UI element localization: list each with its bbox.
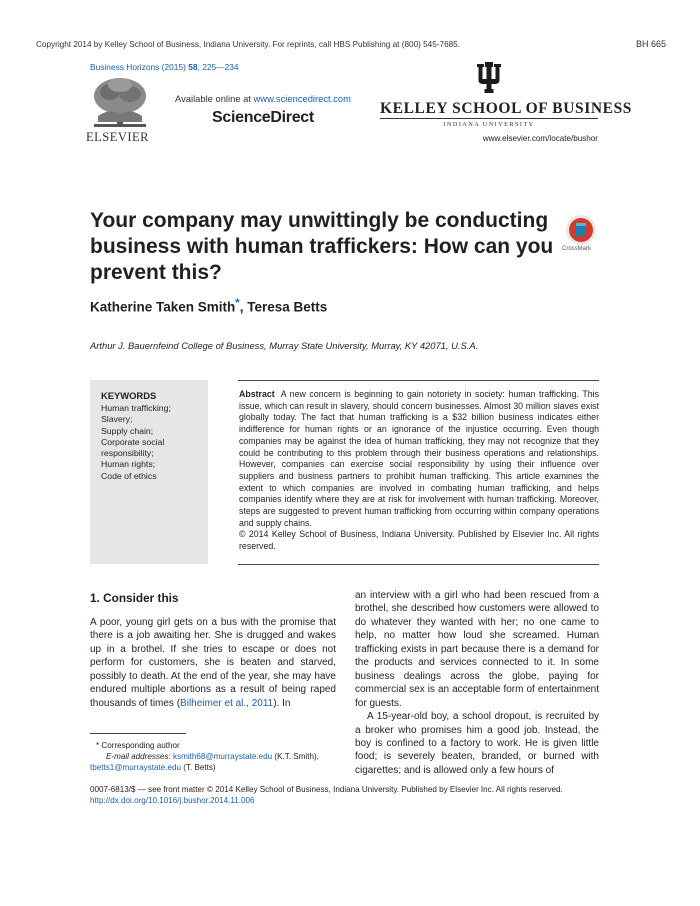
email-smith-owner: (K.T. Smith), <box>272 752 319 761</box>
abstract-top-rule <box>238 380 599 381</box>
keyword-item: Corporate social <box>101 436 165 447</box>
elsevier-wordmark: ELSEVIER <box>86 130 150 144</box>
email-betts-owner: (T. Betts) <box>181 763 216 772</box>
journal-citation[interactable] <box>90 62 239 72</box>
body-column-left <box>90 616 336 710</box>
author-list <box>90 297 327 315</box>
author-affiliation: Arthur J. Bauernfeind College of Business, Murray State University, Murray, KY 42071, U.S.A. <box>90 340 479 351</box>
crossmark-icon[interactable] <box>565 214 597 248</box>
abstract-text: A new concern is beginning to gain notoriety in society: human trafficking. This issue, which can result in slavery, should concern businesses. Almost 30 million slaves exist globally today. The fact that human trafficking is a $32 billion business indicates either indifference for human rights or an ignorance of the injustice occurring. Even though companies may be against the idea of human trafficking, they may not recognize that they could be contributing to this problem through their business operations and relationships. However, companies can exercise social responsibility by using their influence over suppliers and business partners to prohibit human trafficking. This article examines the extent to which companies are involved in combating human trafficking, and helps companies identify where they are at risk for involvement with human trafficking. Moreover, steps are suggested to prevent human trafficking from occurring within company operations and supply chains. <box>239 389 599 528</box>
citation-pages: , 225—234 <box>197 62 239 72</box>
body-column-right <box>355 589 599 777</box>
body-paragraph: A 15-year-old boy, a school dropout, is recruited by a broker who promises him a good job. Instead, the boy is confined to a factory to work. He is given little food; is severely beaten, branded, or burned with cigarettes; and is allowed only a few hours of <box>355 711 599 776</box>
author-betts: Teresa Betts <box>247 299 328 315</box>
journal-url[interactable]: www.elsevier.com/locate/bushor <box>482 134 598 143</box>
abstract-bottom-rule <box>238 564 599 565</box>
section-heading: 1. Consider this <box>90 591 179 605</box>
email-label: E-mail addresses: <box>106 752 174 761</box>
available-online <box>175 93 351 104</box>
sciencedirect-logo: ScienceDirect <box>212 109 314 126</box>
citation-volume: 58 <box>188 62 198 72</box>
keyword-item: Supply chain; <box>101 425 154 436</box>
copyright-text: Copyright 2014 by Kelley School of Business, Indiana University. For reprints, call HBS Publishing at (800) 545-7685. <box>36 40 460 49</box>
keyword-item: Human rights; <box>101 459 156 470</box>
footer-issn: 0007-6813/$ — see front matter © 2014 Kelley School of Business, Indiana University. Published by Elsevier Inc. All rights reserved. <box>90 785 563 794</box>
abstract-label: Abstract <box>239 389 275 399</box>
keyword-item: Slavery; <box>101 414 133 425</box>
crossmark-label: CrossMark <box>562 246 592 252</box>
kelley-rule <box>380 118 598 119</box>
elsevier-tree-logo <box>90 76 150 130</box>
copyright-line <box>36 40 666 49</box>
footnote <box>90 740 340 773</box>
keywords-box <box>90 380 208 564</box>
abstract <box>239 389 599 553</box>
footnote-emails-line2 <box>90 762 340 773</box>
article-title: Your company may unwittingly be conducting business with human traffickers: How can you prevent this? <box>90 209 554 284</box>
citation-link[interactable]: Bilheimer et al., 2011 <box>180 697 274 709</box>
corresponding-author-star[interactable]: * <box>235 297 240 309</box>
kelley-school-name: KELLEY SCHOOL OF BUSINESS <box>380 100 633 117</box>
body-paragraph: an interview with a girl who had been rescued from a brothel, she described how customers were allowed to do whatever they wanted with her; no one came to help, no matter how loud she screamed. Human trafficking exists in part because there is a demand for the products and services connected to it. In some business dealings across the globe, paying for commercial sex is an acceptable form of entertainment for guests. <box>355 590 599 709</box>
keyword-item: Human trafficking; <box>101 403 171 413</box>
author-smith: Katherine Taken Smith <box>90 299 236 315</box>
document-code: BH 665 <box>635 39 666 49</box>
body-paragraph: A poor, young girl gets on a bus with the promise that there is a job awaiting her. She is drugged and wakes up in a brothel. If she tries to escape or does not perform for customers, she is beaten and starved, possibly to death. At the end of the year, she may have endured multiple abortions as a result of being raped thousands of times ( <box>90 617 336 709</box>
doi-link[interactable]: http://dx.doi.org/10.1016/j.bushor.2014.11.006 <box>90 796 255 806</box>
indiana-university-trident-icon <box>474 62 504 94</box>
indiana-university-name: INDIANA UNIVERSITY <box>443 121 535 128</box>
author-separator: , <box>239 299 248 315</box>
abstract-copyright: © 2014 Kelley School of Business, Indiana University. Published by Elsevier Inc. All rights reserved. <box>239 529 599 552</box>
available-prefix: Available online at <box>175 93 254 104</box>
keyword-item: responsibility; <box>101 448 154 459</box>
footnote-corresponding: * Corresponding author <box>96 741 180 750</box>
footnote-emails-line <box>90 751 340 762</box>
page-footer <box>90 784 563 807</box>
sciencedirect-link[interactable]: www.sciencedirect.com <box>253 93 351 104</box>
citation-journal: Business Horizons (2015) <box>90 62 186 72</box>
keyword-item: Code of ethics <box>101 470 157 481</box>
email-smith-link[interactable]: ksmith68@murraystate.edu <box>173 752 273 761</box>
keywords-heading: KEYWORDS <box>101 390 157 401</box>
email-betts-link[interactable]: tbetts1@murraystate.edu <box>90 763 181 772</box>
body-paragraph-tail: ). In <box>273 697 291 709</box>
footnote-rule <box>90 733 186 734</box>
